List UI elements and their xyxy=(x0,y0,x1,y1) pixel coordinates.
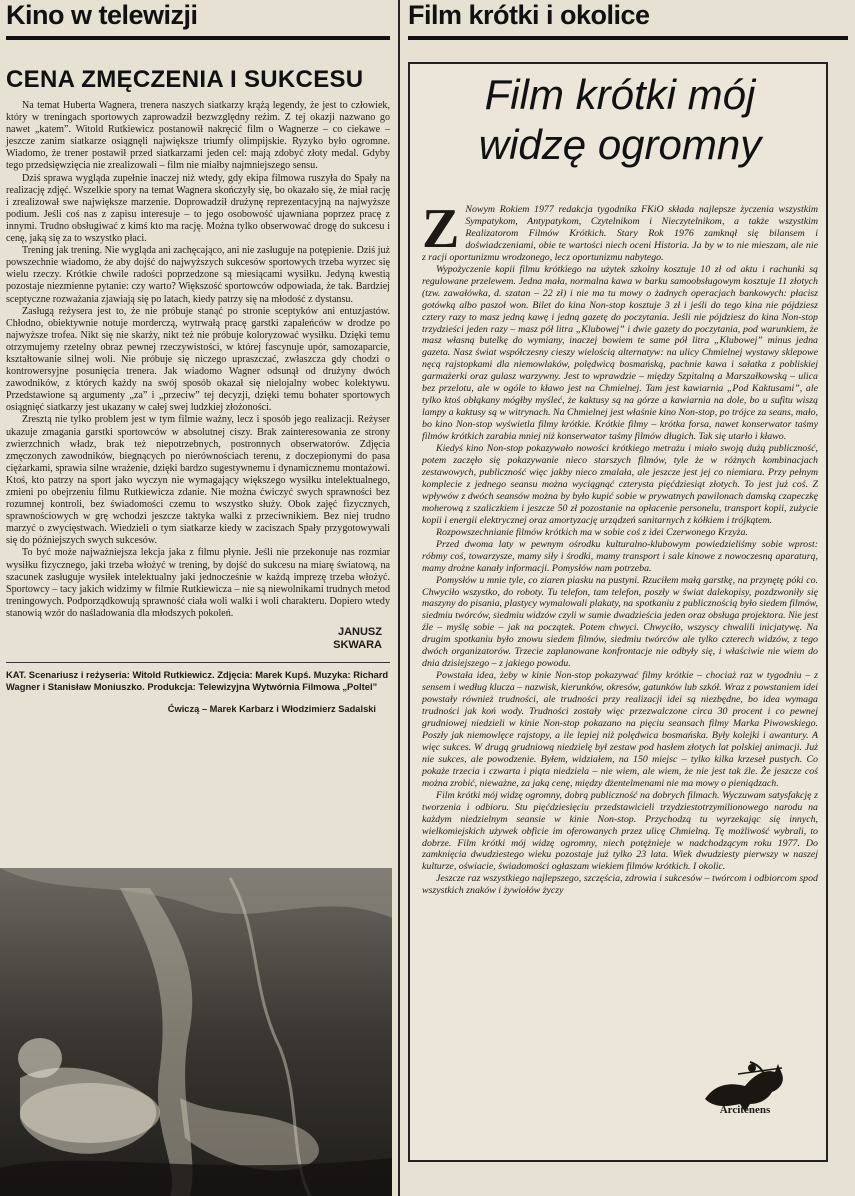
title-line-1: Film krótki mój xyxy=(484,71,756,118)
section-header-left: Kino w telewizji xyxy=(6,0,390,40)
author-first-name: JANUSZ xyxy=(337,626,382,639)
arcitenens-logo xyxy=(690,1054,800,1134)
paragraph: Film krótki mój widzę ogromny, dobrą publiczność na dobrych filmach. Wyczuwam satysfakcję z tworzenia i odbioru. Stu pięćdziesięciu przedstawicieli trzydziestotrzymilionowego narodu na każdym niedzielnym seansie w kinie Non-stop. Przychodzą tu wyrzekając się innych, wielkomiejskich używek obficie im oferowanych przez ulicę Chmielną. Tę możliwość wybrali, to dobrze. Film krótki mój widzę ogromny, niech potężnieje w nadchodzącym roku 1977. Do zamknięcia dwudziestego wieku pozostaje już tylko 23 lata. Wiek dwudziesty pierwszy w naszej kulturze, oświacie, świadomości ogłaszam wiekiem filmów krótkich. I okolic. xyxy=(422,789,818,873)
right-article-title xyxy=(410,70,830,170)
title-line-2: widzę ogromny xyxy=(478,121,762,168)
paragraph: Wypożyczenie kopii filmu krótkiego na użytek szkolny kosztuje 10 zł od aktu i rachunki są regulowane przelewem. Jedna mała, normalna kawa w barku samoobsługowym kosztuje 11 złotych (tzw. zawałówka, d. szatan – 22 zł) i nie ma tu mowy o żadnych operacjach bankowych: płacisz gotówką albo paszoł won. Bilet do kina Non-stop kosztuje 3 zł i jeśli do tego kina nie pójdziesz cztery razy to masz jedną kawę i jedną gazetę do poczytania. Jeśli nie pójdziesz do kina Non-stop trzydzieści jeden razy – masz pół litra „Klubowej” i dwie gazety do poczytania, pod warunkiem, że masz własną butelkę do wymiany, inaczej bowiem te same pół litra „Klubowej” minus jedna gazeta. Nasz świat współczesny cieszy wielością alternatyw: na ulicy Chmielnej wystawy sklepowe nęcą rajstopkami dla niemowlaków, polędwicą bosmańską, pachnie kawa i sałatka z pobliskiej garmażerki oraz gulasz warzywny. Jest to wprawdzie – między Szpitalną a Marszałkowską – ulica bez przelotu, ale w ogóle to kławo jest na Chmielnej. Tam jest kawiarnia „Pod Kaktusami”, ale tylko ktoś obłąkany mógłby myśleć, że kaktusy są na górze a kawiarnia na dole, bo u sufitu wiszą lampy a kaktusy są w witrynach. Na Chmielnej jest właśnie kino Non-stop, po trójce za seans, mało, bo kino Non-stop wyświetla filmy krótkie. Krótkie filmy – krótka forsa, nawet konserwator taśmy filmów krótkich zarabia mniej niż konserwator taśmy filmów długich. Tak się utarło i kławo. xyxy=(422,263,818,443)
paragraph: Zasługą reżysera jest to, że nie próbuje stanąć po stronie sceptyków ani entuzjastów. Chłodno, obiektywnie notuje morderczą, wytrwałą pracę garstki zapaleńców w drodze po najwyższe trofea. Nikt się nie skarży, nikt też nie próbuje koloryzować wysiłku. Dzięki temu otrzymujemy rzetelny obraz pewnej rzeczywistości, w której fascynuje upór, samozaparcie, kształtowanie silnej woli. Nie próbuje się niczego upraszczać, zwłaszcza gdy chodzi o kontrowersyjne posunięcia trenera. Jak wiadomo Wagner odsunął od drużyny dwóch zawodników, z których każdy na swój sposób okazał się nielojalny wobec kolektywu. Przedstawione są argumenty „za” i „przeciw” tej decyzji, dzięki temu bohater sportowych osiągnięć siatkarzy jest ukazany w całej swej ludzkiej złożoności. xyxy=(6,305,390,414)
first-paragraph xyxy=(422,198,818,264)
section-header-right: Film krótki i okolice xyxy=(408,0,848,40)
training-photo xyxy=(0,868,392,1196)
author-last-name: SKWARA xyxy=(333,639,382,652)
right-article-body xyxy=(422,198,818,897)
paragraph: Przed dwoma laty w pewnym ośrodku kulturalno-klubowym powiedzieliśmy sobie wprost: róbmy coś, towarzysze, mamy siły i środki, mamy transport i sale kinowe z nowoczesną aparaturą, mamy drożne kanały informacji. Pomysłów nam potrzeba. xyxy=(422,538,818,574)
photo-caption: Ćwiczą – Marek Karbarz i Włodzimierz Sadalski xyxy=(167,704,376,715)
drop-cap: Z xyxy=(422,198,460,260)
paragraph: Dziś sprawa wygląda zupełnie inaczej niż wtedy, gdy ekipa filmowa ruszyła do Spały na realizację zdjęć. Wszelkie spory na temat Wagnera skończyły się, bo okazało się, że miał rację i zrealizował swe największe marzenie. Doprowadził drużynę reprezentacyjną na najwyższe podium. Jeśli coś nas z zapisu interesuje – to jego osobowość ujawniana poprzez pracę z innymi. Trudno obsługiwać z kimś kto ma rację. Można tylko obserwować drogę do sukcesu i cenę, jaką się za to wszystko płaci. xyxy=(6,172,390,245)
paragraph: Jeszcze raz wszystkiego najlepszego, szczęścia, zdrowia i sukcesów – twórcom i odbiorcom spod wszystkich znaków i żywiołów życzy xyxy=(422,873,818,897)
left-article xyxy=(6,40,390,715)
paragraph: Na temat Huberta Wagnera, trenera naszych siatkarzy krążą legendy, że jest to człowiek, który w treningach sportowych zaprowadził bezwzględny reżim. Z tej okazji nazwano go nawet „katem”. Witold Rutkiewicz postanowił nakręcić film o Wagnerze – co ciekawe – jeszcze zanim siatkarze osiągnęli największe triumfy olimpijskie. Ryzyko było ogromne. Wiadomo, że trener postawił przed siatkarzami jeden cel: mają zdobyć złoty medal. Gdyby tego przedsięwzięcia nie zrealizowali – film nie miałby najmniejszego sensu. xyxy=(6,100,390,172)
paragraph: Pomysłów u mnie tyle, co ziaren piasku na pustyni. Rzuciłem małą garstkę, na przynętę póki co. Chwyciło wszystko, do roboty. Tu telefon, tam telefon, poszły w świat dalekopisy, pozdzwoniły się maszyny do pisania, plastycy wymalowali plakaty, na spotkaniu z publicznością było siedem filmów, siedmiu twórców, siedmiu widzów czyli w sumie dwadzieścia jeden oraz obsługa projektora. Nie jest źle – myślę sobie – jak na początek. Potem chwyci. Chwyciło, wszyscy chwalili inicjatywę. Na drugim spotkaniu było znowu siedem filmów, siedmiu twórców ale tylko czterech widzów, z tego dwóch organizatorów. Trzecie zaplanowane konfrontacje nie odbyły się, i właściwie nie wiem do dnia dzisiejszego – z jakiego powodu. xyxy=(422,574,818,670)
paragraph: Trening jak trening. Nie wygląda ani zachęcająco, ani nie zasługuje na potępienie. Dziś już powszechnie wiadomo, że aby dojść do najwyższych sukcesów sportowych trzeba wyrzec się wielu rzeczy. Krótkie chwile radości poprzedzone są miesiącami wysiłku. Jedyną kwestią pozostaje niezmienne pytanie: czy warto? Większość sportowców odpowiada, że tak. Bardziej sceptyczne rozważania zjawiają się po latach, kiedy patrzy się na młodość z dystansu. xyxy=(6,245,390,305)
right-article-box xyxy=(408,62,828,1162)
paragraph: Rozpowszechnianie filmów krótkich ma w sobie coś z idei Czerwonego Krzyża. xyxy=(436,526,748,538)
paragraph: To być może najważniejsza lekcja jaka z filmu płynie. Jeśli nie przekonuje nas rozmiar wysiłku fizycznego, jaki trzeba włożyć w trening, by dojść do sukcesu na miarę światową, na szacunek zasługuje wysiłek intelektualny jaki jednocześnie w każdą imprezę trzeba włożyć. Sportowcy – tacy jakich widzimy w filmie Rutkiewicza – nie są niewolnikami trudnych metod treningowych. Podporządkowują sprawność ciała woli walki i woli charakteru. Dopiero wtedy stanowią wzór do naśladowania dla młodszych pokoleń. xyxy=(6,547,390,619)
paragraph: Powstała idea, żeby w kinie Non-stop pokazywać filmy krótkie – chociaż raz w tygodniu – z sensem i według klucza – nazwisk, kierunków, okresów, gatunków lub szkół. Wraz z powstaniem idei powstały również trudności, ale trudności przy realizacji idei są niezbędne, bo idea wymaga trudności jak koń wody. Trudności zostały więc przezwalczone circa 30 procent i co pewnej grudniowej niedzieli w kinie Non-stop pokazano na pięciu seansach filmy Marka Piwowskiego. Poszły jak niemowlęce rajstopy, a ile lepiej niż polędwica bosmańska. Były kolejki i awantury. A więc sukces. W drugą grudniową niedzielę był zestaw pod hasłem złotych lat polskiej animacji. Już nie sukces, ale powodzenie. Byłem, widziałem, na 150 miejsc – tylko kilka krzeseł pustych. Co pokaże trzecia i czwarta i piąta niedziela – nie wiem, ale wiem, że nie jest tak źle. Że jeszcze coś można zrobić, nieważne, za jaką cenę, między dżentelmenami nie ma mowy o pieniądzach. xyxy=(422,670,818,789)
film-credits: KAT. Scenariusz i reżyseria: Witold Rutkiewicz. Zdjęcia: Marek Kupś. Muzyka: Richard Wagner i Stanisław Moniuszko. Produkcja: Telewizyjna Wytwórnia Filmowa „Poltel” xyxy=(6,662,390,693)
paragraph: Kiedyś kino Non-stop pokazywało nowości krótkiego metrażu i miało swoją dużą publiczność, potem zaczęło się pokazywanie nieco starszych filmów, tyle że w różnych kombinacjach zestawowych, publiczność więc jakby nieco zmalała, ale jeszcze jest jej co niemiara. Przy pełnym komplecie z jednego seansu można wyciągnąć czterysta pięćdziesiąt złotych. To jest już coś. Z wpływów z dwóch seansów można by było kupić sobie w prywatnych pawilonach damską czapeczkę moherową z szaliczkiem i jeszcze 50 zł pozostanie na opłacenie personelu, transport kopii, zużycie kopii i energii elektrycznej oraz amortyzację urządzeń sanitarnych z kółkiem i trójkątem. xyxy=(422,443,818,526)
author-byline xyxy=(6,626,382,652)
first-paragraph-text: Nowym Rokiem 1977 redakcja tygodnika FKiO składa najlepsze życzenia wszystkim Sympatykom, Antypatykom, Czytelnikom i Nieczytelnikom, a także wszystkim Realizatorom Filmów Krótkich. Stary Rok 1976 zamknął się bilansem i doświadczeniami, obie te wartości niech oceni Historia. Ja by w to nie mieszam, ale nie z racji oportunizmu wrodzonego, lecz oportunizmu nabytego. xyxy=(422,204,818,263)
logo-label: Arcitenens xyxy=(719,1104,771,1116)
article-title: CENA ZMĘCZENIA I SUKCESU xyxy=(6,66,364,93)
article-body xyxy=(6,100,390,620)
paragraph: Zresztą nie tylko problem jest w tym filmie ważny, lecz i sposób jego realizacji. Reżyser ukazuje zmagania garstki sportowców w absolutnej ciszy. Brak zainteresowania ze strony zwierzchnich władz, brak też niepotrzebnych, postronnych obserwatorów. Zdjęcia zmęczonych zawodników, biegnących po nierównościach terenu, z doczepionymi do pasa ciężarkami, sprawia silne wrażenie, dzięki bardzo sugestywnemu i dynamicznemu montażowi. Ktoś, kto patrzy na sport jako wyczyn nie wymagający większego wysiłku intelektualnego, zmieni po obejrzeniu filmu Rutkiewicza zdanie. Nie można ćwiczyć swych sprawności bez rozumnej kontroli, bez świadomości czemu to wszystko służy. Obok zajęć fizycznych, sprawnościowych w grę wchodzi jeszcze taktyka walki z przeciwnikiem. Bez niej trudno marzyć o zwycięstwach. Wiedzieli o tym siatkarze kiedy w zaciszach Spały przygotowywali się do późniejszych swych sukcesów. xyxy=(6,414,390,547)
photo-image xyxy=(0,868,392,1196)
column-divider xyxy=(398,0,400,1196)
